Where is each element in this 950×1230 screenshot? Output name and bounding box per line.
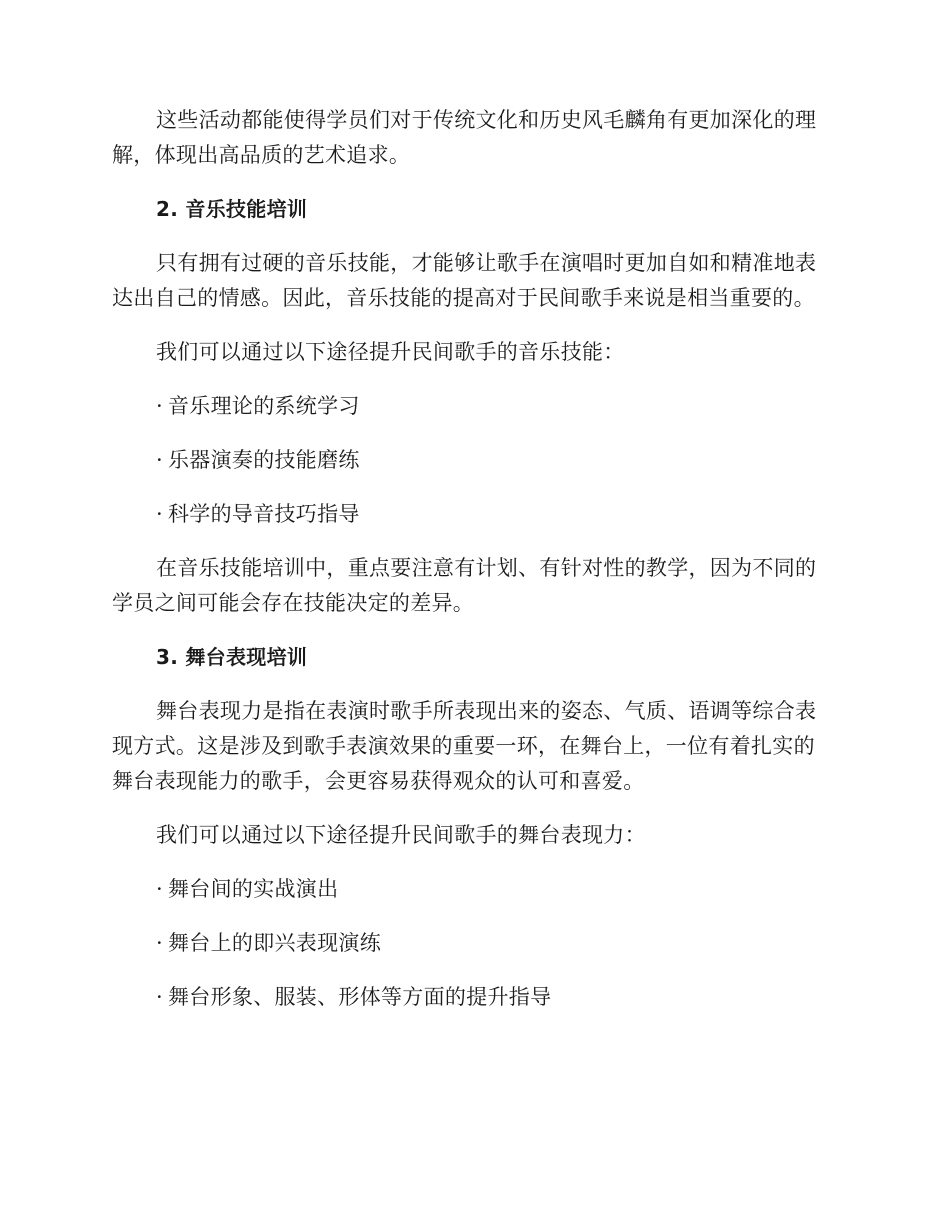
bullet-text: 音乐理论的系统学习 bbox=[168, 394, 360, 418]
section-2-heading: 2. 音乐技能培训 bbox=[156, 197, 308, 221]
section-3-bullet-3 bbox=[112, 980, 830, 1015]
section-3-paragraph-2: 我们可以通过以下途径提升民间歌手的舞台表现力： bbox=[156, 823, 646, 847]
bullet-text: 乐器演奏的技能磨练 bbox=[168, 448, 360, 472]
section-2-bullet-1 bbox=[112, 389, 830, 424]
bullet-marker: · bbox=[156, 877, 163, 901]
section-2-paragraph-1: 只有拥有过硬的音乐技能，才能够让歌手在演唱时更加自如和精准地表达出自己的情感。因此，音乐技能的提高对于民间歌手来说是相当重要的。 bbox=[112, 251, 817, 310]
section-2-paragraph-2: 我们可以通过以下途径提升民间歌手的音乐技能： bbox=[156, 340, 625, 364]
bullet-marker: · bbox=[156, 985, 163, 1009]
section-3-paragraph-1: 舞台表现力是指在表演时歌手所表现出来的姿态、气质、语调等综合表现方式。这是涉及到歌手表演效果的重要一环，在舞台上，一位有着扎实的舞台表现能力的歌手，会更容易获得观众的认可和喜爱。 bbox=[112, 699, 817, 793]
bullet-marker: · bbox=[156, 448, 163, 472]
intro-paragraph: 这些活动都能使得学员们对于传统文化和历史风毛麟角有更加深化的理解，体现出高品质的艺术追求。 bbox=[112, 108, 817, 167]
document-page bbox=[112, 103, 830, 1034]
section-3-heading: 3. 舞台表现培训 bbox=[156, 645, 308, 669]
section-2-bullet-3 bbox=[112, 497, 830, 532]
section-3-bullet-1 bbox=[112, 872, 830, 907]
bullet-text: 舞台间的实战演出 bbox=[168, 877, 339, 901]
bullet-text: 科学的导音技巧指导 bbox=[168, 502, 360, 526]
bullet-marker: · bbox=[156, 502, 163, 526]
bullet-marker: · bbox=[156, 931, 163, 955]
section-2-paragraph-3: 在音乐技能培训中，重点要注意有计划、有针对性的教学，因为不同的学员之间可能会存在技能决定的差异。 bbox=[112, 556, 817, 615]
bullet-text: 舞台上的即兴表现演练 bbox=[168, 931, 381, 955]
bullet-text: 舞台形象、服装、形体等方面的提升指导 bbox=[168, 985, 552, 1009]
section-3-bullet-2 bbox=[112, 926, 830, 961]
bullet-marker: · bbox=[156, 394, 163, 418]
section-2-bullet-2 bbox=[112, 443, 830, 478]
